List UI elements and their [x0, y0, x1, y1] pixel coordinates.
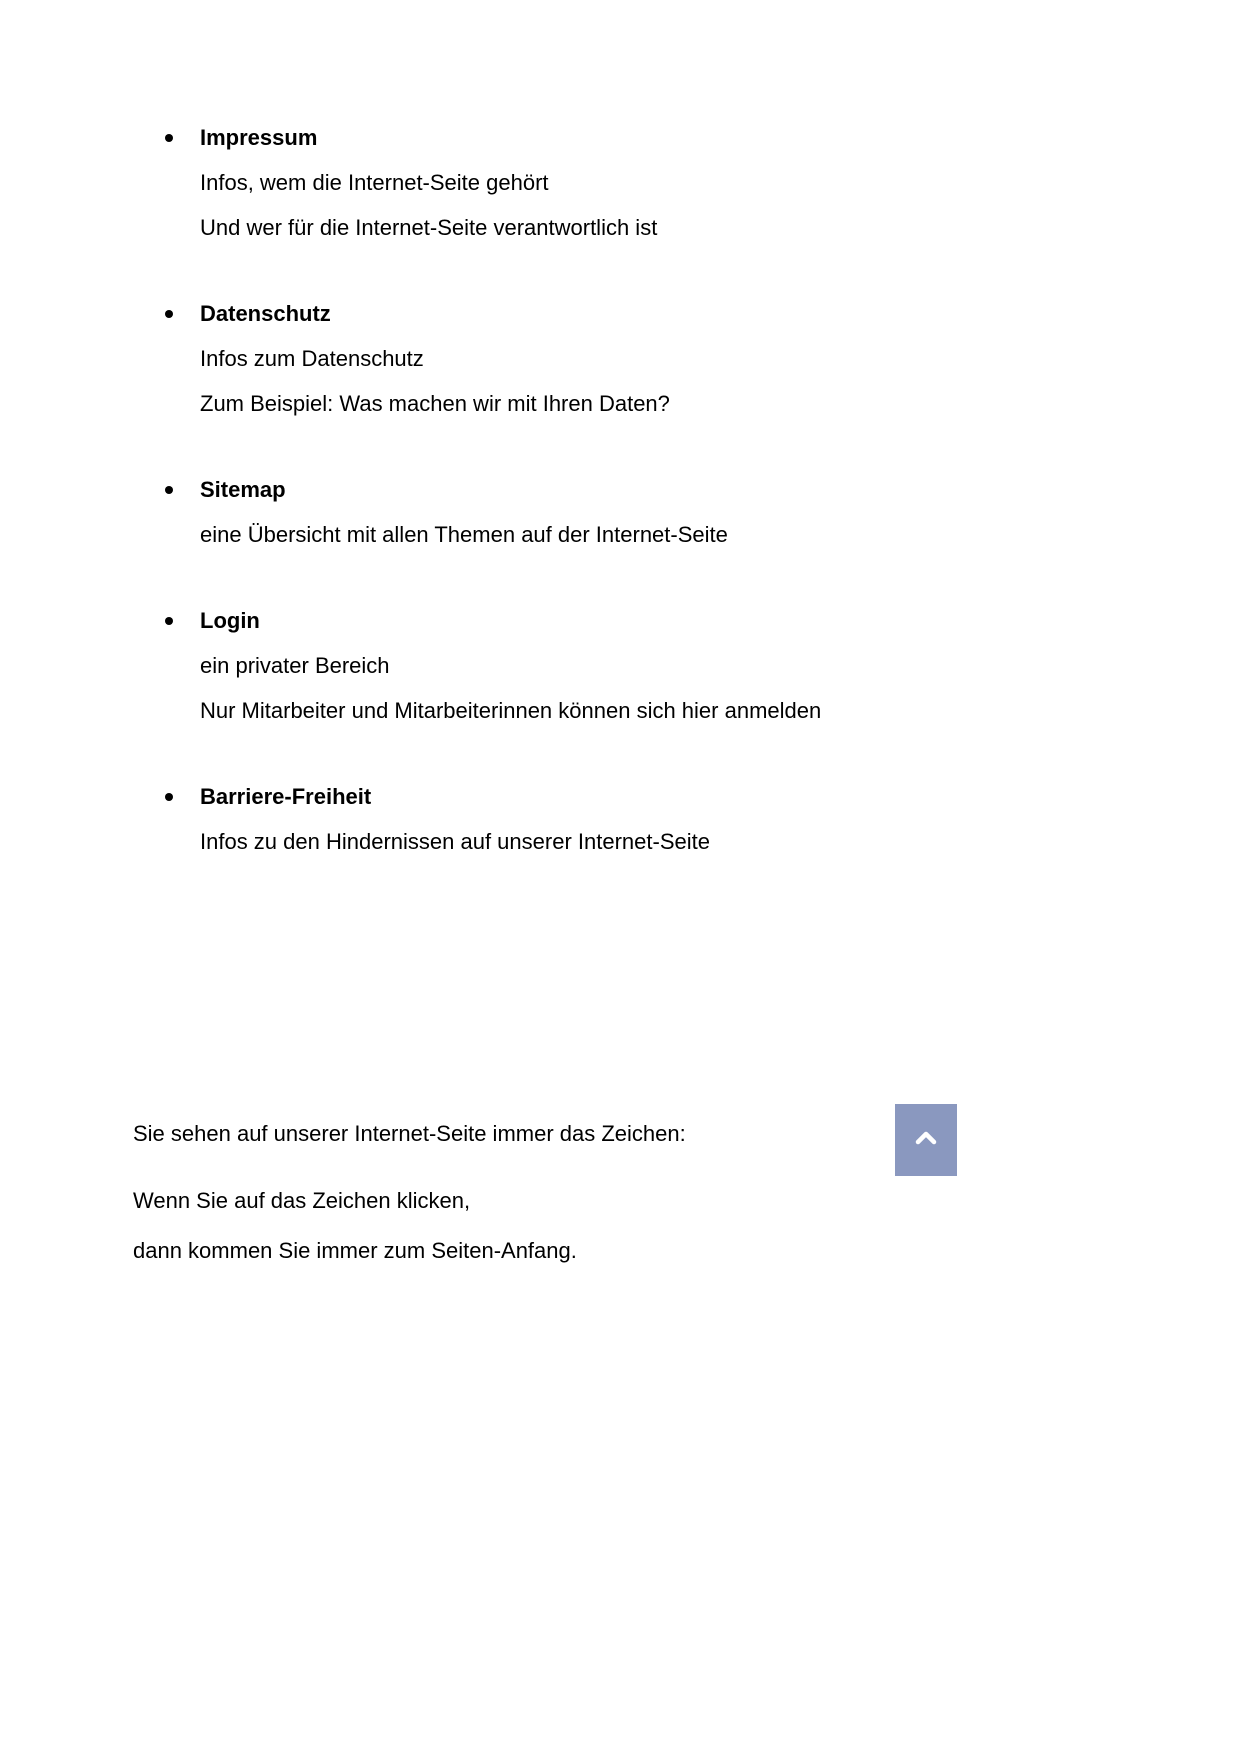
bullet-icon: [165, 310, 173, 318]
footer-link-description: eine Übersicht mit allen Themen auf der Internet-Seite: [200, 522, 728, 547]
list-item-body: [200, 598, 821, 733]
footer-link-description: Infos zum Datenschutz: [200, 346, 424, 371]
bullet-icon: [165, 617, 173, 625]
list-item-body: [200, 291, 670, 426]
scroll-top-note-explanation-2: dann kommen Sie immer zum Seiten-Anfang.: [133, 1238, 577, 1263]
scroll-top-note: [133, 1111, 1140, 1273]
scroll-top-note-intro: Sie sehen auf unserer Internet-Seite immer das Zeichen:: [133, 1121, 686, 1146]
footer-link-title: Login: [200, 608, 260, 633]
bullet-icon: [165, 793, 173, 801]
footer-link-description: Nur Mitarbeiter und Mitarbeiterinnen können sich hier anmelden: [200, 698, 822, 723]
footer-link-title: Sitemap: [200, 477, 286, 502]
footer-link-description: Infos, wem die Internet-Seite gehört: [200, 170, 549, 195]
bullet-icon: [165, 486, 173, 494]
chevron-up-glyph: [913, 1130, 939, 1146]
list-item-datenschutz: [165, 291, 1140, 426]
footer-link-title: Datenschutz: [200, 301, 331, 326]
footer-link-description: Und wer für die Internet-Seite verantwortlich ist: [200, 215, 658, 240]
scroll-top-note-explanation-1: Wenn Sie auf das Zeichen klicken,: [133, 1188, 471, 1213]
list-item-barriere-freiheit: [165, 774, 1140, 864]
list-item-body: [200, 774, 710, 864]
list-item-body: [200, 115, 657, 250]
footer-link-title: Impressum: [200, 125, 318, 150]
footer-links-list: [165, 0, 1140, 864]
footer-link-title: Barriere-Freiheit: [200, 784, 372, 809]
list-item-sitemap: [165, 467, 1140, 557]
footer-link-description: Zum Beispiel: Was machen wir mit Ihren Daten?: [200, 391, 670, 416]
scroll-top-note-intro-row: [133, 1111, 1140, 1156]
bullet-icon: [165, 134, 173, 142]
footer-link-description: Infos zu den Hindernissen auf unserer Internet-Seite: [200, 829, 710, 854]
list-item-impressum: [165, 115, 1140, 250]
footer-link-description: ein privater Bereich: [200, 653, 390, 678]
list-item-login: [165, 598, 1140, 733]
list-item-body: [200, 467, 728, 557]
chevron-up-icon[interactable]: [895, 1104, 957, 1176]
